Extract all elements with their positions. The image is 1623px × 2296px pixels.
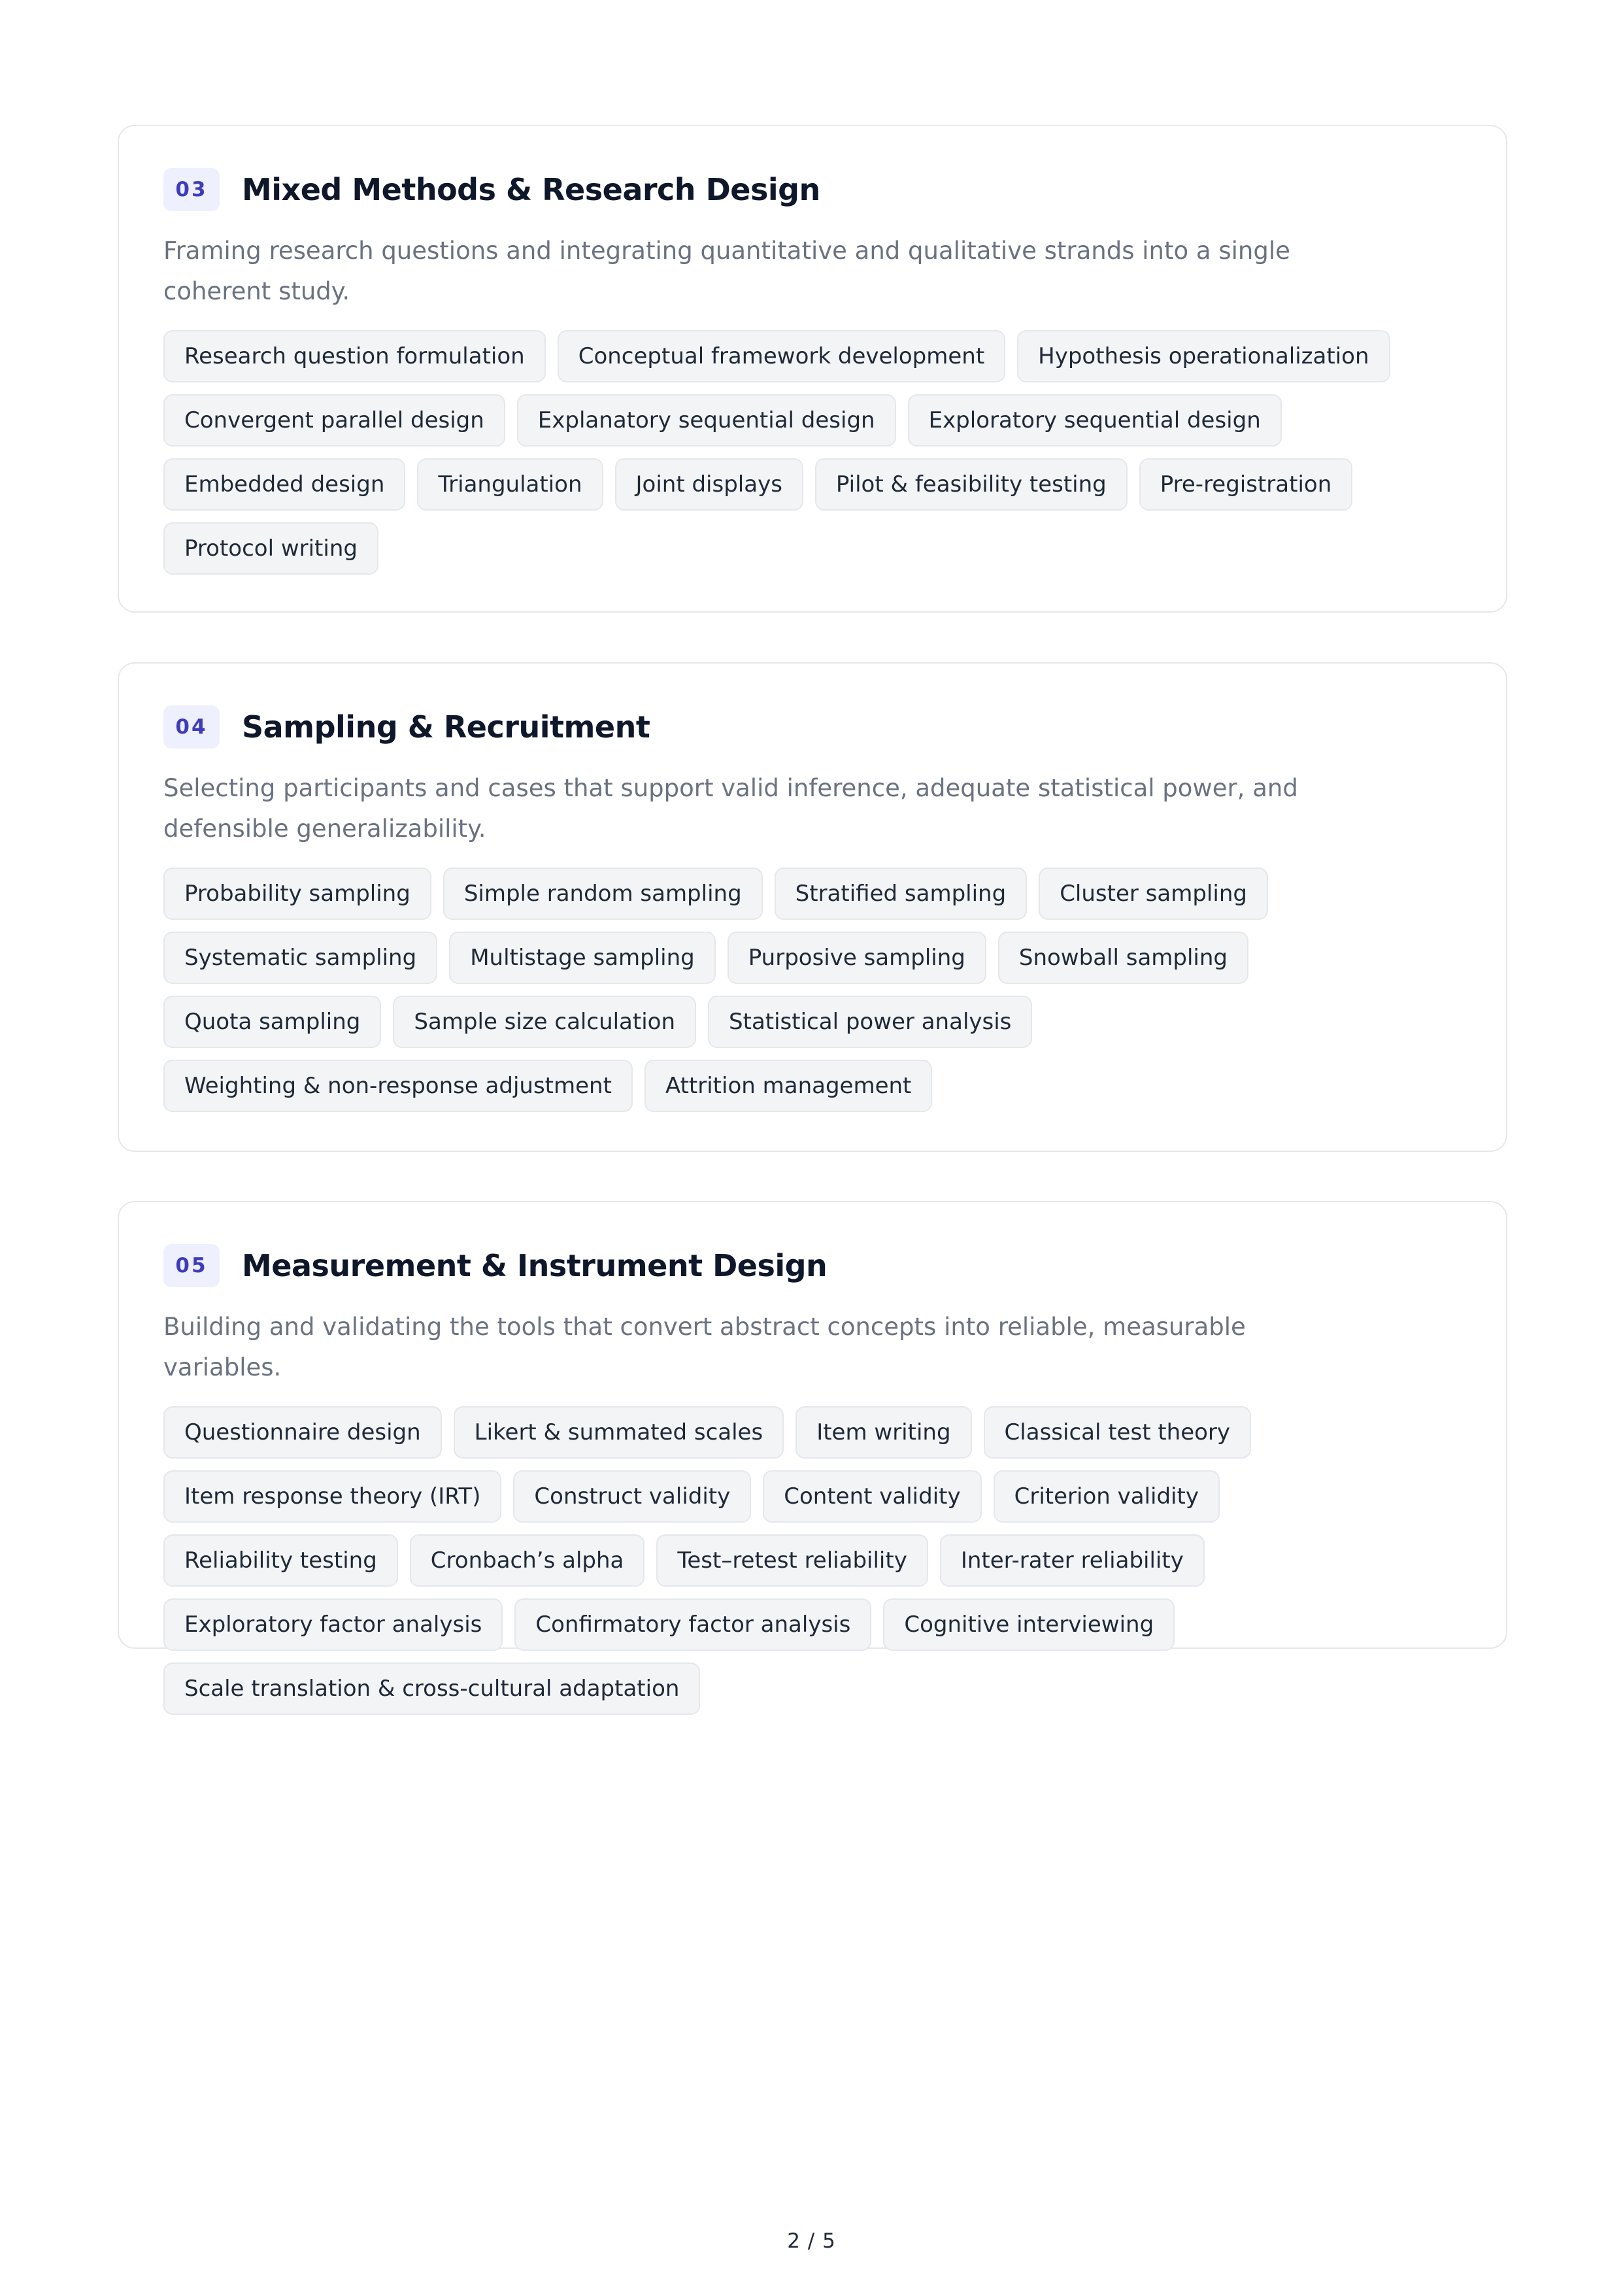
skill-tag: Classical test theory [984, 1406, 1251, 1459]
skill-tag: Likert & summated scales [454, 1406, 784, 1459]
skill-tag: Test–retest reliability [656, 1534, 928, 1587]
skill-tag: Weighting & non-response adjustment [163, 1060, 633, 1112]
skill-tag: Research question formulation [163, 330, 546, 382]
skill-tag: Confirmatory factor analysis [514, 1598, 871, 1651]
tag-list [163, 868, 1462, 1112]
skill-tag: Attrition management [644, 1060, 932, 1112]
section-card-sampling [118, 662, 1507, 1152]
skill-tag: Triangulation [417, 458, 603, 511]
skill-tag: Purposive sampling [728, 932, 986, 984]
skill-tag: Inter-rater reliability [940, 1534, 1205, 1587]
skill-tag: Exploratory factor analysis [163, 1598, 503, 1651]
skill-tag: Scale translation & cross-cultural adaptation [163, 1663, 700, 1715]
section-description: Building and validating the tools that convert abstract concepts into reliable, measurable variables. [163, 1313, 1246, 1381]
skill-tag: Item writing [795, 1406, 971, 1459]
skill-tag: Questionnaire design [163, 1406, 442, 1459]
skill-tag: Stratified sampling [775, 868, 1028, 920]
tag-list [163, 330, 1462, 575]
section-number-badge: 05 [163, 1244, 220, 1287]
section-title: Sampling & Recruitment [242, 709, 650, 745]
skill-tag: Protocol writing [163, 522, 378, 575]
section-card-mixed-methods [118, 125, 1507, 613]
skill-tag: Convergent parallel design [163, 394, 505, 447]
skill-tag: Cluster sampling [1039, 868, 1268, 920]
skill-tag: Exploratory sequential design [908, 394, 1282, 447]
skill-tag: Joint displays [615, 458, 803, 511]
skill-tag: Content validity [763, 1470, 981, 1523]
section-header [163, 1243, 1462, 1289]
skill-tag: Snowball sampling [998, 932, 1248, 984]
tag-list [163, 1406, 1462, 1715]
skill-tag: Simple random sampling [443, 868, 763, 920]
skill-tag: Cognitive interviewing [883, 1598, 1175, 1651]
skill-tag: Cronbach’s alpha [410, 1534, 645, 1587]
section-title: Measurement & Instrument Design [242, 1248, 828, 1283]
skill-tag: Multistage sampling [449, 932, 716, 984]
skill-tag: Criterion validity [994, 1470, 1220, 1523]
section-number-badge: 03 [163, 168, 220, 211]
skill-tag: Conceptual framework development [558, 330, 1005, 382]
section-card-measurement [118, 1201, 1507, 1702]
skill-tag: Reliability testing [163, 1534, 398, 1587]
skill-tag: Pre-registration [1139, 458, 1353, 511]
section-title: Mixed Methods & Research Design [242, 172, 820, 207]
section-description: Framing research questions and integrating quantitative and qualitative strands into a single coherent study. [163, 237, 1290, 305]
skill-tag: Hypothesis operationalization [1017, 330, 1390, 382]
section-number-badge: 04 [163, 705, 220, 749]
section-description: Selecting participants and cases that support valid inference, adequate statistical power, and defensible generalizability. [163, 774, 1298, 843]
skill-tag: Explanatory sequential design [517, 394, 896, 447]
skill-tag: Quota sampling [163, 996, 381, 1048]
skill-tag: Construct validity [513, 1470, 751, 1523]
skill-tag: Statistical power analysis [708, 996, 1032, 1048]
page-number: 2 / 5 [787, 2229, 836, 2253]
skill-tag: Embedded design [163, 458, 405, 511]
skill-tag: Pilot & feasibility testing [815, 458, 1128, 511]
skill-tag: Sample size calculation [393, 996, 696, 1048]
section-header [163, 167, 1462, 212]
skill-tag: Probability sampling [163, 868, 431, 920]
section-header [163, 704, 1462, 750]
skill-tag: Systematic sampling [163, 932, 437, 984]
skill-tag: Item response theory (IRT) [163, 1470, 501, 1523]
